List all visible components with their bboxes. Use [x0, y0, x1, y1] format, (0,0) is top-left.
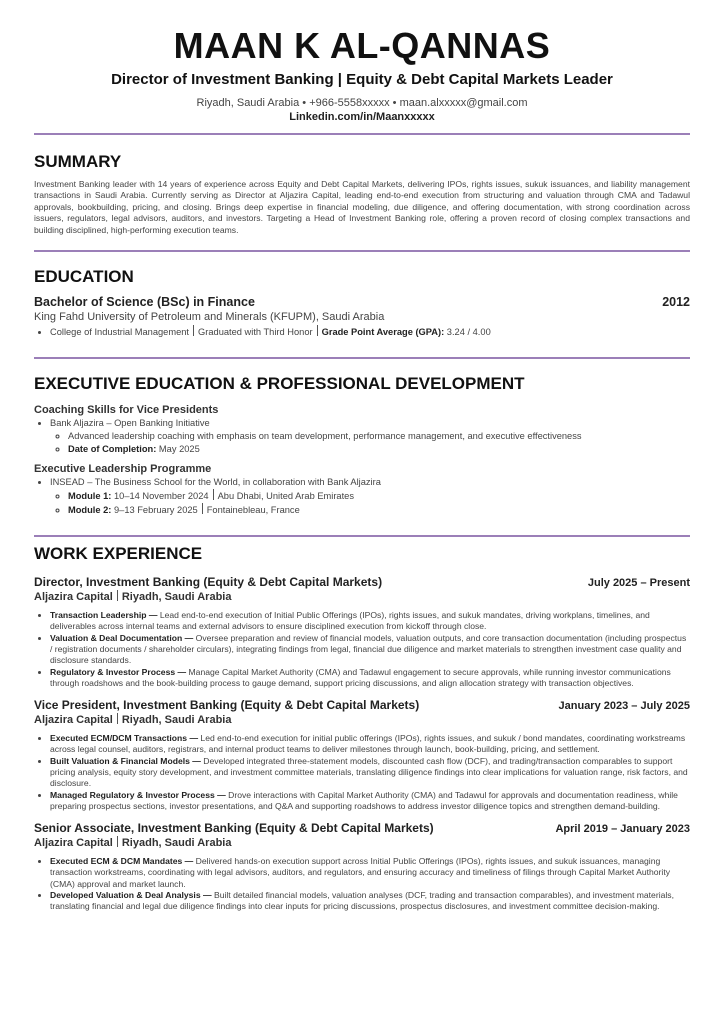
job-dates: January 2023 – July 2025: [558, 700, 690, 713]
work-section: [34, 543, 690, 913]
module-label: Module 2:: [68, 505, 112, 516]
gpa-label: Grade Point Average (GPA):: [321, 327, 445, 338]
provider-text: INSEAD – The Business School for the World, in collaboration with Bank Aljazira: [50, 477, 381, 488]
separator: [117, 713, 118, 724]
section-divider: [34, 250, 690, 252]
company-location: Riyadh, Saudi Arabia: [121, 591, 232, 604]
completion-label: Date of Completion:: [68, 444, 157, 455]
job-entry: [34, 698, 690, 812]
job-bullet: [50, 633, 690, 667]
school-name: King Fahd University of Petroleum and Minerals (KFUPM), Saudi Arabia: [34, 311, 385, 324]
course-title: Coaching Skills for Vice Presidents: [34, 404, 219, 417]
separator: [317, 325, 318, 336]
course-detail: ◦ Advanced leadership coaching with emphasis on team development, performance management, and executive effectiveness: [68, 430, 690, 443]
job-bullet: [50, 756, 690, 790]
job-entry: [34, 575, 690, 689]
bullet-lead: Transaction Leadership —: [50, 610, 158, 621]
candidate-name: MAAN K AL-QANNAS: [173, 25, 551, 66]
bullet-text: Delivered hands-on execution support across Initial Public Offerings (IPOs), rights issues, and sukuk issuances, managing transaction workstreams, coordinating with legal advisors, auditors, and regulators, and ensuring accuracy and timeliness of filings through Capital Market Authority (CMA) approval and market launch.: [50, 856, 671, 889]
job-bullet: [50, 610, 690, 633]
bullet-lead: Executed ECM & DCM Mandates —: [50, 856, 194, 867]
bullet-lead: Executed ECM/DCM Transactions —: [50, 733, 199, 744]
college-name: College of Industrial Management: [50, 327, 190, 338]
course-provider: [50, 476, 690, 517]
bullet-text: Built detailed financial models, valuation analyses (DCF, trading and transaction comparables), and investment materials, translating financial and legal due diligence findings into clear inputs for pricing discussions, prospectus disclosures, and investment committee decision-making.: [50, 890, 674, 912]
degree-title: Bachelor of Science (BSc) in Finance: [34, 295, 255, 310]
job-entry: [34, 821, 690, 912]
job-title: Senior Associate, Investment Banking (Equity & Debt Capital Markets): [34, 821, 434, 836]
section-heading-work: WORK EXPERIENCE: [34, 544, 203, 564]
company-location: Riyadh, Saudi Arabia: [121, 837, 232, 850]
job-bullet: [50, 790, 690, 813]
job-title: Vice President, Investment Banking (Equity & Debt Capital Markets): [34, 698, 420, 713]
job-bullet: [50, 667, 690, 690]
provider-text: Bank Aljazira – Open Banking Initiative: [50, 418, 210, 429]
summary-section: [34, 151, 690, 236]
job-dates: July 2025 – Present: [587, 577, 690, 590]
separator: [193, 325, 194, 336]
job-bullet: [50, 733, 690, 756]
separator: [117, 836, 118, 847]
separator: [213, 489, 214, 500]
company-name: Aljazira Capital: [34, 837, 113, 850]
bullet-lead: Regulatory & Investor Process —: [50, 666, 187, 677]
education-section: [34, 266, 690, 339]
course-provider: [50, 417, 690, 456]
bullet-lead: Managed Regulatory & Investor Process —: [50, 789, 226, 800]
section-heading-exec-education: EXECUTIVE EDUCATION & PROFESSIONAL DEVELOPMENT: [34, 374, 525, 394]
module-label: Module 1:: [68, 491, 112, 502]
module-place: Fontainebleau, France: [206, 505, 300, 516]
job-bullet: [50, 856, 690, 890]
job-company: [34, 713, 690, 726]
resume-page: [34, 0, 690, 913]
bullet-text: Lead end-to-end execution of Initial Public Offerings (IPOs), rights issues, and sukuk mandates, driving workplans, timelines, and deliverables across internal teams and external advisors to ensure disciplined execution from kickoff through close.: [50, 610, 650, 632]
section-divider: [34, 535, 690, 537]
section-heading-summary: SUMMARY: [34, 152, 122, 171]
linkedin-link[interactable]: Linkedin.com/in/Maanxxxxx: [289, 111, 435, 123]
bullet-lead: Valuation & Deal Documentation —: [50, 632, 194, 643]
bullet-lead: Built Valuation & Financial Models —: [50, 755, 201, 766]
bullet-lead: Developed Valuation & Deal Analysis —: [50, 890, 212, 901]
job-title: Director, Investment Banking (Equity & Debt Capital Markets): [34, 575, 383, 590]
section-heading-education: EDUCATION: [34, 267, 134, 287]
bullet-text: Drove interactions with Capital Market Authority (CMA) and Tadawul for approvals and documentation readiness, while preparing prospectus sections, investor presentations, and Q&A and supporting roadshows to address investor diligence topics and strengthen demand-building.: [50, 789, 678, 811]
job-company: [34, 590, 690, 603]
bullet-text: Oversee preparation and review of financial models, valuation outputs, and core transaction documentation (including prospectus / registration documents / shareholder circulars), integrating findings from legal, financial due diligence and market materials to strengthen investment case quality and disclosure standards.: [50, 632, 687, 666]
honor: Graduated with Third Honor: [198, 327, 313, 338]
company-name: Aljazira Capital: [34, 591, 113, 604]
module-item: [68, 489, 690, 503]
education-detail: [50, 325, 690, 339]
degree-year: 2012: [662, 295, 690, 310]
bullet-text: Developed integrated three-statement models, discounted cash flow (DCF), and trading/transaction comparables to support pricing analysis, equity story development, and investment committee materials, translating diligence findings into clear implications for valuation range, risk factors, and disclosure.: [50, 755, 688, 789]
separator: [117, 590, 118, 601]
company-name: Aljazira Capital: [34, 714, 113, 727]
job-dates: April 2019 – January 2023: [555, 823, 690, 836]
bullet-text: Led end-to-end execution for initial public offerings (IPOs), rights issues, and sukuk / bond mandates, coordinating workstreams across legal counsel, auditors, registrars, and internal product teams to deliver milestones through launch, book-building, pricing, and settlement.: [50, 733, 686, 755]
section-divider: [34, 357, 690, 359]
course-title: Executive Leadership Programme: [34, 463, 212, 476]
module-dates: 10–14 November 2024: [113, 491, 209, 502]
contact-line: Riyadh, Saudi Arabia • +966-5558xxxxx • maan.alxxxxx@gmail.com: [196, 97, 528, 109]
module-item: [68, 503, 690, 517]
course-completion: [68, 443, 690, 456]
summary-text: Investment Banking leader with 14 years of experience across Equity and Debt Capital Markets, delivering IPOs, rights issues, sukuk issuances, and liability management transactions in Saudi Arabia. Currently serving as Director at Aljazira Capital, leading end-to-end execution from structuring and valuation through CMA and Tadawul approvals, bookbuilding, pricing, and closing. Brings deep expertise in financial modeling, due diligence, and offering documentation, with strong coordination across issuers, regulators, legal advisors, auditors, and investors. Targeting a Head of Investment Banking role, offering a proven record of closing complex transactions and building disciplined, high-performing execution teams.: [34, 179, 690, 235]
job-bullet: [50, 890, 690, 913]
section-divider: [34, 133, 690, 135]
module-dates: 9–13 February 2025: [113, 505, 198, 516]
exec-education-section: [34, 373, 690, 517]
completion-value: May 2025: [158, 444, 200, 455]
gpa-value: 3.24 / 4.00: [446, 327, 491, 338]
company-location: Riyadh, Saudi Arabia: [121, 714, 232, 727]
job-company: [34, 836, 690, 849]
bullet-text: Manage Capital Market Authority (CMA) and Tadawul engagement to secure approvals, while running investor communications through roadshows and the book-building process to gauge demand, support pricing discussions, and align allocation strategy with transaction objectives.: [50, 666, 671, 688]
module-place: Abu Dhabi, United Arab Emirates: [217, 491, 355, 502]
candidate-tagline: Director of Investment Banking | Equity & Debt Capital Markets Leader: [111, 71, 613, 88]
separator: [202, 503, 203, 514]
